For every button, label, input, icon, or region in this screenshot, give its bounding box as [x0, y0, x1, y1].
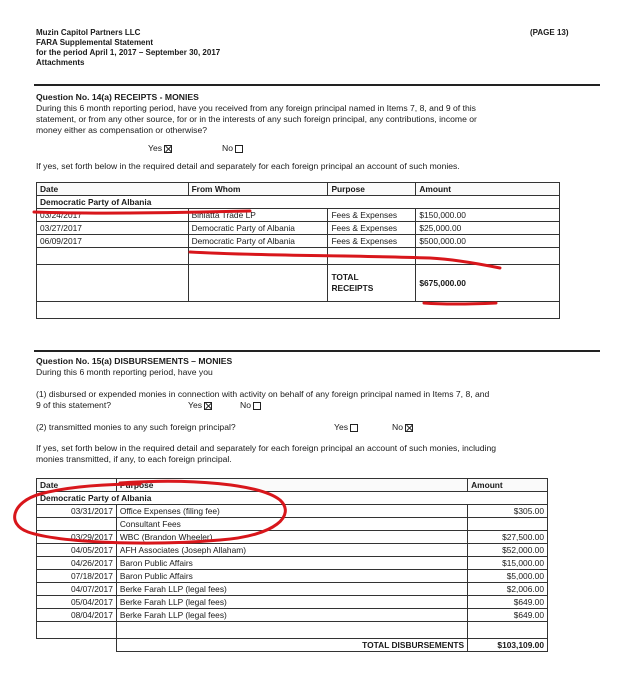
col-purpose: Purpose	[328, 183, 416, 196]
disbursements-header-row	[37, 479, 548, 492]
q14-instruction: If yes, set forth below in the required detail and separately for each foreign principal an account of such monies.	[36, 161, 460, 171]
table-row: 05/04/2017 Berke Farah LLP (legal fees) $649.00	[37, 596, 548, 609]
q15-instruction-line1: If yes, set forth below in the required detail and separately for each foreign principal an account of such monies, including	[36, 443, 497, 453]
q15-title: Question No. 15(a) DISBURSEMENTS – MONIES	[36, 356, 233, 366]
receipts-principal: Democratic Party of Albania	[37, 196, 560, 209]
receipt-date: 06/09/2017	[37, 235, 189, 248]
empty-row	[37, 622, 548, 639]
receipt-from: Democratic Party of Albania	[188, 235, 328, 248]
empty-row	[37, 302, 560, 319]
receipt-date: 03/27/2017	[37, 222, 189, 235]
q15-item1-no[interactable]	[240, 400, 261, 411]
disbursements-principal: Democratic Party of Albania	[37, 492, 548, 505]
col-date: Date	[37, 183, 189, 196]
table-row: 04/07/2017 Berke Farah LLP (legal fees) $2,006.00	[37, 583, 548, 596]
table-row	[37, 209, 560, 222]
receipts-group-row	[37, 196, 560, 209]
q15-item2-no[interactable]	[392, 422, 413, 433]
q14-no-label: No	[222, 143, 233, 153]
table-row	[37, 235, 560, 248]
q14-yes-label: Yes	[148, 143, 163, 153]
receipts-total-row	[37, 265, 560, 302]
q14-yes-option[interactable]	[148, 143, 172, 154]
q14-title: Question No. 14(a) RECEIPTS - MONIES	[36, 92, 199, 102]
receipt-amount: $150,000.00	[416, 209, 560, 222]
q15-item2-yes-checkbox[interactable]	[350, 424, 358, 432]
q15-item1-yes[interactable]	[188, 400, 212, 411]
col-amount: Amount	[468, 479, 548, 492]
col-amount: Amount	[416, 183, 560, 196]
firm-name: Muzin Capitol Partners LLC	[36, 28, 141, 37]
attachments-label: Attachments	[36, 58, 85, 67]
col-date: Date	[37, 479, 117, 492]
q15-item1-no-label: No	[240, 400, 251, 410]
receipt-amount: $500,000.00	[416, 235, 560, 248]
receipts-total-value: $675,000.00	[416, 265, 560, 302]
q15-item2-yes-label: Yes	[334, 422, 349, 432]
statement-title: FARA Supplemental Statement	[36, 38, 154, 47]
q15-item1-line1: (1) disbursed or expended monies in connection with activity on behalf of any foreign principal named in Items 7, 8, and	[36, 389, 490, 399]
empty-row	[37, 248, 560, 265]
table-row	[37, 222, 560, 235]
q14-text-line2: statement, or from any other source, for or in the interests of any such foreign principal, any contributions, income or	[36, 114, 477, 124]
receipts-header-row	[37, 183, 560, 196]
disbursements-total-value: $103,109.00	[468, 639, 548, 652]
table-row: 03/29/2017 WBC (Brandon Wheeler) $27,500.00	[37, 531, 548, 544]
receipt-purpose: Fees & Expenses	[328, 209, 416, 222]
table-row: Consultant Fees	[37, 518, 548, 531]
receipts-total-label: TOTAL RECEIPTS	[328, 265, 416, 302]
q14-text-line3: money either as compensation or otherwise?	[36, 125, 208, 135]
q15-item2-no-label: No	[392, 422, 403, 432]
statement-period: for the period April 1, 2017 – September 30, 2017	[36, 48, 221, 57]
disbursements-total-label: TOTAL DISBURSEMENTS	[116, 639, 467, 652]
table-row: 08/04/2017 Berke Farah LLP (legal fees) $649.00	[37, 609, 548, 622]
receipt-date: 03/24/2017	[37, 209, 189, 222]
q15-item1-yes-checkbox[interactable]	[204, 402, 212, 410]
q15-item2: (2) transmitted monies to any such foreign principal?	[36, 422, 236, 432]
q15-text: During this 6 month reporting period, have you	[36, 367, 213, 377]
disbursements-total-row	[37, 639, 548, 652]
receipts-table	[36, 182, 560, 319]
receipt-purpose: Fees & Expenses	[328, 222, 416, 235]
q15-item2-no-checkbox[interactable]	[405, 424, 413, 432]
receipt-purpose: Fees & Expenses	[328, 235, 416, 248]
disbursements-table	[36, 478, 548, 652]
col-purpose: Purpose	[116, 479, 467, 492]
q14-no-option[interactable]	[222, 143, 243, 154]
q15-instruction-line2: monies transmitted, if any, to each foreign principal.	[36, 454, 232, 464]
page-number: (PAGE 13)	[530, 28, 569, 37]
q14-text-line1: During this 6 month reporting period, have you received from any foreign principal named in Items 7, 8, and 9 of this	[36, 103, 476, 113]
q15-item1-yes-label: Yes	[188, 400, 203, 410]
q14-no-checkbox[interactable]	[235, 145, 243, 153]
q15-item1-line2: 9 of this statement?	[36, 400, 111, 410]
q15-item2-yes[interactable]	[334, 422, 358, 433]
table-row: 07/18/2017 Baron Public Affairs $5,000.00	[37, 570, 548, 583]
table-row: 04/26/2017 Baron Public Affairs $15,000.00	[37, 557, 548, 570]
q15-item1-no-checkbox[interactable]	[253, 402, 261, 410]
section-divider	[34, 84, 600, 86]
table-row: 03/31/2017 Office Expenses (filing fee) $305.00	[37, 505, 548, 518]
q14-yes-checkbox[interactable]	[164, 145, 172, 153]
disbursements-group-row	[37, 492, 548, 505]
table-row: 04/05/2017 AFH Associates (Joseph Allaham) $52,000.00	[37, 544, 548, 557]
section-divider	[34, 350, 600, 352]
receipt-from: Biniatta Trade LP	[188, 209, 328, 222]
receipt-from: Democratic Party of Albania	[188, 222, 328, 235]
col-from-whom: From Whom	[188, 183, 328, 196]
receipt-amount: $25,000.00	[416, 222, 560, 235]
